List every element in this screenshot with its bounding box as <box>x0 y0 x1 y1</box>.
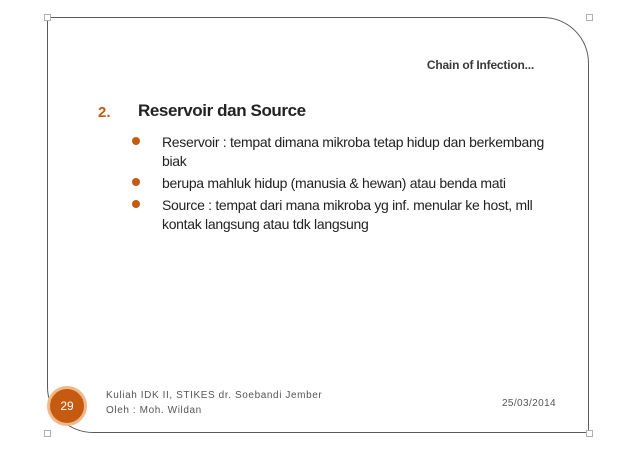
bullet-dot-icon <box>132 178 140 186</box>
bullet-text: berupa mahluk hidup (manusia & hewan) atau benda mati <box>162 175 506 191</box>
footer-author-line: Oleh : Moh. Wildan <box>106 405 202 416</box>
page-number: 29 <box>60 399 74 413</box>
footer-credits <box>106 388 322 418</box>
footer-course-line: Kuliah IDK II, STIKES dr. Soebandi Jember <box>106 390 323 401</box>
corner-handle-bottom-left <box>44 430 51 437</box>
section-number: 2. <box>98 104 111 121</box>
corner-handle-top-right <box>586 14 593 21</box>
bullet-text: Reservoir : tempat dimana mikroba tetap hidup dan berkembang biak <box>162 134 544 169</box>
bullet-item-living-things <box>128 174 568 193</box>
bullet-list <box>128 133 568 237</box>
footer-date: 25/03/2014 <box>501 398 556 409</box>
page-number-badge <box>47 386 87 426</box>
section-heading: Reservoir dan Source <box>138 101 306 120</box>
slide-header-title: Chain of Infection... <box>426 58 534 72</box>
bullet-dot-icon <box>132 200 140 208</box>
bullet-dot-icon <box>132 137 140 145</box>
corner-handle-bottom-right <box>586 430 593 437</box>
corner-handle-top-left <box>44 14 51 21</box>
bullet-item-reservoir <box>128 133 568 171</box>
bullet-text: Source : tempat dari mana mikroba yg inf. menular ke host, mll kontak langsung atau tdk langsung <box>162 197 533 232</box>
bullet-item-source <box>128 196 568 234</box>
